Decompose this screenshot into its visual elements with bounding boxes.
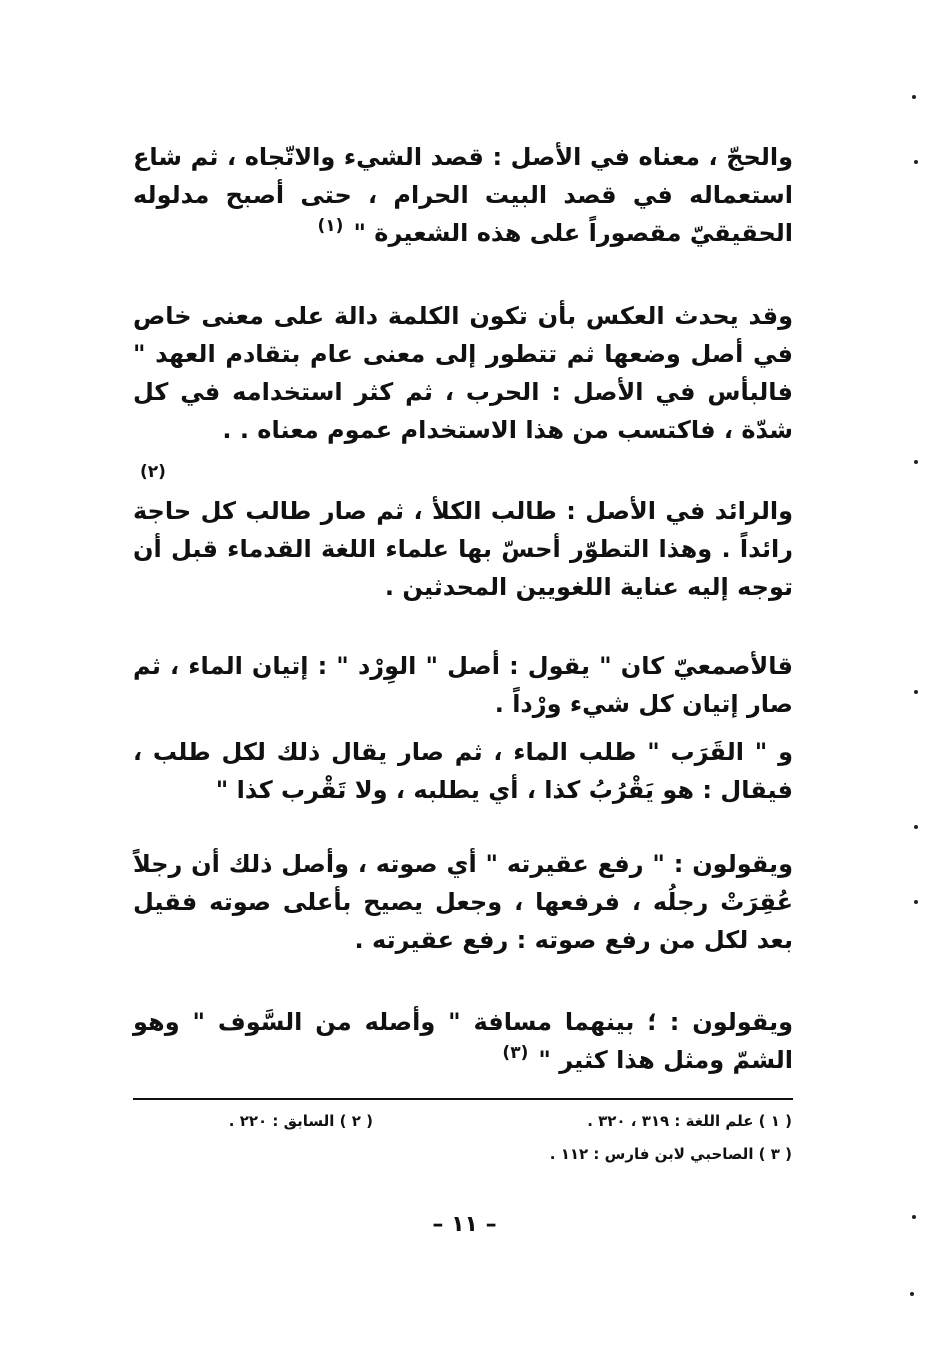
- footnote-ref-1: (١): [317, 216, 344, 236]
- paragraph-raid: [133, 492, 793, 606]
- paragraph-text: والرائد في الأصل : طالب الكلأ ، ثم صار طالب كل حاجة رائداً . وهذا التطوّر أحسّ بها علماء اللغة القدماء قبل أن توجه إليه عناية اللغويين المحدثين .: [133, 497, 793, 601]
- footnote-ref-3: (٣): [502, 1043, 529, 1063]
- paragraph-masafa: [133, 1003, 793, 1082]
- paragraph-text: ويقولون : ؛ بينهما مسافة " وأصله من السَّوف " وهو الشمّ ومثل هذا كثير ": [133, 1008, 793, 1074]
- paragraph-text: و " القَرَب " طلب الماء ، ثم صار يقال ذلك لكل طلب ، فيقال : هو يَقْرُبُ كذا ، أي يطلبه ، ولا تَقْرب كذا ": [133, 738, 793, 804]
- footnote-3: ( ٣ ) الصاحبي لابن فارس : ١١٢ .: [549, 1145, 792, 1163]
- scan-speck: [914, 460, 918, 464]
- paragraph-hajj: [133, 138, 793, 255]
- scan-speck: [914, 900, 918, 904]
- paragraph-aqira: [133, 845, 793, 959]
- scan-speck: [914, 160, 918, 164]
- paragraph-wird: [133, 647, 793, 723]
- paragraph-text: وقد يحدث العكس بأن تكون الكلمة دالة على معنى خاص في أصل وضعها ثم تتطور إلى معنى عام بتقادم العهد " فالبأس في الأصل : الحرب ، ثم كثر استخدامه في كل شدّة ، فاكتسب من هذا الاستخدام عموم معناه . .: [133, 302, 793, 444]
- page-number: – ١١ –: [432, 1212, 497, 1237]
- paragraph-baas: [133, 297, 793, 449]
- paragraph-text: والحجّ ، معناه في الأصل : قصد الشيء والاتّجاه ، ثم شاع استعماله في قصد البيت الحرام ، حتى أصبح مدلوله الحقيقيّ مقصوراً على هذه الشعيرة ": [133, 143, 793, 247]
- footnote-ref-2: (٢): [140, 462, 166, 482]
- paragraph-text: قالأصمعيّ كان " يقول : أصل " الوِرْد " : إتيان الماء ، ثم صار إتيان كل شيء ورْداً .: [133, 652, 793, 718]
- scan-speck: [910, 1292, 914, 1296]
- paragraph-qarab: [133, 733, 793, 809]
- scan-speck: [912, 95, 916, 99]
- scan-speck: [914, 690, 918, 694]
- footnote-1: ( ١ ) علم اللغة : ٣١٩ ، ٣٢٠ .: [587, 1112, 792, 1130]
- scan-speck: [914, 825, 918, 829]
- footnote-divider: [133, 1098, 793, 1100]
- footnote-2: ( ٢ ) السابق : ٢٢٠ .: [228, 1112, 373, 1130]
- scan-speck: [912, 1215, 916, 1219]
- paragraph-text: ويقولون : " رفع عقيرته " أي صوته ، وأصل ذلك أن رجلاً عُقِرَتْ رجلُه ، فرفعها ، وجعل يصيح بأعلى صوته فقيل بعد لكل من رفع صوته : رفع عقيرته .: [133, 850, 793, 954]
